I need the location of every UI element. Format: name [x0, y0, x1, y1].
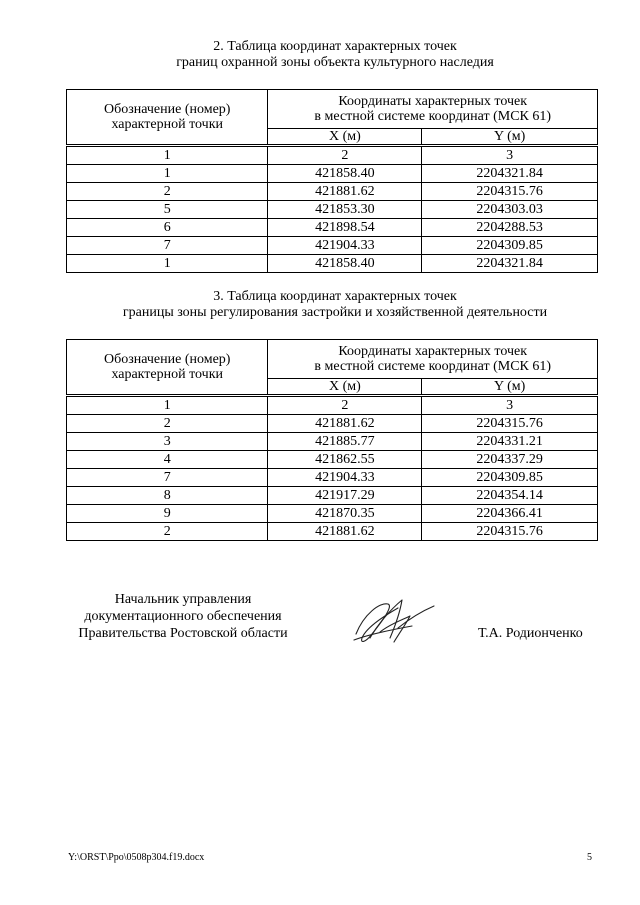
table-row: [67, 433, 598, 451]
table-row: [67, 255, 598, 273]
header-point-number: Обозначение (номер) характерной точки: [67, 90, 268, 146]
table-cell: 421862.55: [268, 451, 422, 469]
table2: [66, 89, 598, 273]
position-line2: документационного обеспечения: [84, 609, 282, 624]
table-cell: 1: [67, 396, 268, 415]
table-cell: 5: [67, 201, 268, 219]
header-y: Y (м): [422, 129, 598, 146]
page-number: 5: [587, 852, 592, 863]
signatory-position: [66, 591, 300, 642]
table-cell: 7: [67, 237, 268, 255]
table-cell: 421881.62: [268, 523, 422, 541]
table-cell: 2204315.76: [422, 183, 598, 201]
table-cell: 1: [67, 146, 268, 165]
table-cell: 3: [422, 146, 598, 165]
table-cell: 4: [67, 451, 268, 469]
table-cell: 421881.62: [268, 415, 422, 433]
table-cell: 421904.33: [268, 469, 422, 487]
header-y: Y (м): [422, 379, 598, 396]
table-row: [67, 237, 598, 255]
position-line3: Правительства Ростовской области: [78, 626, 288, 641]
header-x: X (м): [268, 129, 422, 146]
table-cell: 2: [67, 415, 268, 433]
table-row: [67, 451, 598, 469]
table3: [66, 339, 598, 541]
table2-title-line1: 2. Таблица координат характерных точек: [213, 39, 457, 54]
header-coordinates: Координаты характерных точек в местной системе координат (МСК 61): [268, 340, 598, 379]
table-row: [67, 505, 598, 523]
table-cell: 2204288.53: [422, 219, 598, 237]
header-x: X (м): [268, 379, 422, 396]
table-cell: 2204315.76: [422, 415, 598, 433]
table3-title-line2: границы зоны регулирования застройки и хозяйственной деятельности: [122, 305, 548, 320]
table-row: [67, 415, 598, 433]
table-cell: 421881.62: [268, 183, 422, 201]
table-cell: 2204309.85: [422, 469, 598, 487]
table-cell: 421858.40: [268, 255, 422, 273]
table-cell: 2: [67, 183, 268, 201]
footer-file-path: Y:\ORST\Ppo\0508p304.f19.docx: [68, 852, 205, 863]
table-cell: 421870.35: [268, 505, 422, 523]
table-row: [67, 201, 598, 219]
table-cell: 2204354.14: [422, 487, 598, 505]
table-row: [67, 487, 598, 505]
handwritten-signature: [350, 594, 440, 650]
table-header-row: [67, 340, 598, 379]
table-cell: 2: [67, 523, 268, 541]
header-point-number: Обозначение (номер) характерной точки: [67, 340, 268, 396]
table-cell: 2204366.41: [422, 505, 598, 523]
table-cell: 2: [268, 146, 422, 165]
table-row: [67, 219, 598, 237]
table-cell: 2204321.84: [422, 165, 598, 183]
table-cell: 421917.29: [268, 487, 422, 505]
table-cell: 3: [422, 396, 598, 415]
table-row: [67, 165, 598, 183]
table-row: [67, 183, 598, 201]
position-line1: Начальник управления: [114, 592, 252, 607]
table-cell: 421898.54: [268, 219, 422, 237]
table2-title: [40, 39, 630, 71]
table-cell: 421904.33: [268, 237, 422, 255]
table-cell: 1: [67, 165, 268, 183]
header-coordinates: Координаты характерных точек в местной системе координат (МСК 61): [268, 90, 598, 129]
table3-title-line1: 3. Таблица координат характерных точек: [213, 289, 457, 304]
table-cell: 2: [268, 396, 422, 415]
table-cell: 2204315.76: [422, 523, 598, 541]
table-cell: 421858.40: [268, 165, 422, 183]
table-cell: 421853.30: [268, 201, 422, 219]
table-cell: 2204331.21: [422, 433, 598, 451]
table-cell: 7: [67, 469, 268, 487]
table-cell: 2204337.29: [422, 451, 598, 469]
signatory-name: Т.А. Родионченко: [478, 626, 583, 641]
table-cell: 8: [67, 487, 268, 505]
table-cell: 2204321.84: [422, 255, 598, 273]
table-header-row: [67, 90, 598, 129]
table-cell: 6: [67, 219, 268, 237]
table-cell: 3: [67, 433, 268, 451]
table-cell: 2204309.85: [422, 237, 598, 255]
table-row: [67, 469, 598, 487]
table-cell: 421885.77: [268, 433, 422, 451]
index-row: [67, 396, 598, 415]
table-row: [67, 523, 598, 541]
table2-title-line2: границ охранной зоны объекта культурного наследия: [176, 55, 494, 70]
table-cell: 9: [67, 505, 268, 523]
table-cell: 2204303.03: [422, 201, 598, 219]
table-cell: 1: [67, 255, 268, 273]
table3-title: [40, 289, 630, 321]
index-row: [67, 146, 598, 165]
